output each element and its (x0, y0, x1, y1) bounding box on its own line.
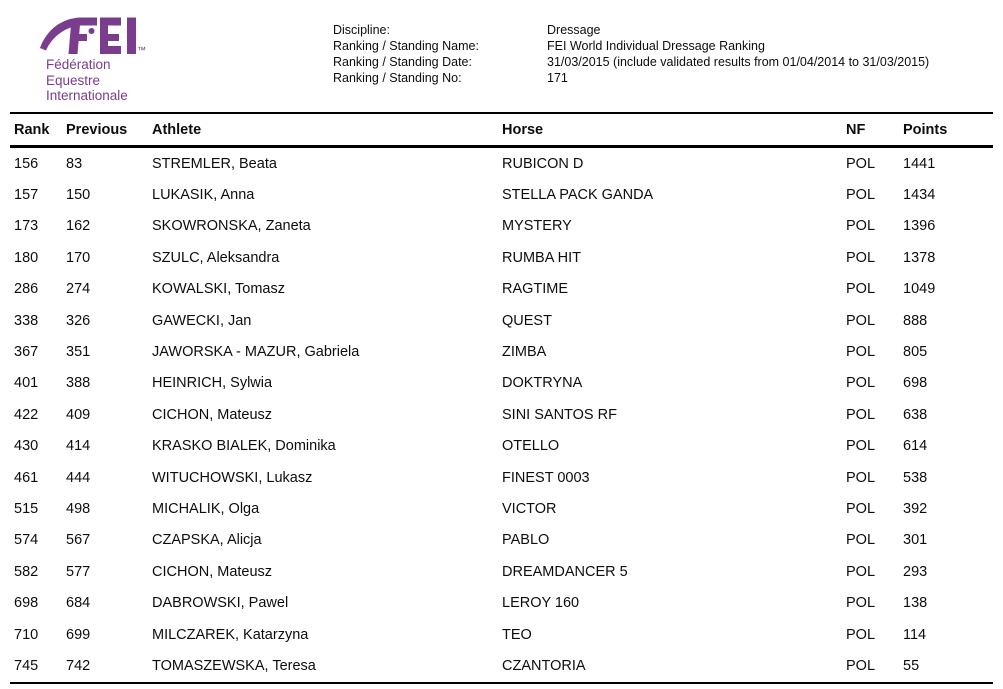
table-row (10, 556, 993, 587)
fei-subtitle-line: Internationale (46, 88, 128, 103)
athlete-cell: SKOWRONSKA, Zaneta (152, 218, 311, 235)
previous-cell: 414 (66, 438, 91, 455)
nf-cell: POL (846, 249, 876, 266)
rank-cell: 710 (14, 626, 39, 643)
info-value-ranking-date: 31/03/2015 (include validated results from 01/04/2014 to 31/03/2015) (547, 55, 930, 69)
rank-cell: 180 (14, 249, 39, 266)
points-cell: 614 (903, 438, 928, 455)
table-row (10, 211, 993, 242)
athlete-cell: DABROWSKI, Pawel (152, 595, 289, 612)
nf-cell: POL (846, 312, 876, 329)
athlete-cell: STREMLER, Beata (152, 155, 277, 172)
table-row (10, 242, 993, 273)
points-cell: 55 (903, 657, 920, 674)
athlete-cell: CZAPSKA, Alicja (152, 532, 262, 549)
fei-logo-block (40, 12, 230, 104)
horse-cell: LEROY 160 (502, 595, 580, 612)
horse-cell: PABLO (502, 532, 550, 549)
horse-cell: DREAMDANCER 5 (502, 563, 628, 580)
table-row (10, 587, 993, 618)
ranking-info (333, 22, 929, 86)
nf-cell: POL (846, 344, 876, 361)
fei-subtitle (46, 57, 230, 104)
previous-cell: 498 (66, 500, 91, 517)
info-label-discipline: Discipline: (333, 23, 390, 37)
table-row (10, 493, 993, 524)
horse-cell: RUBICON D (502, 155, 584, 172)
table-row (10, 619, 993, 650)
column-header-athlete: Athlete (152, 121, 202, 138)
table-row (10, 148, 993, 179)
rank-cell: 367 (14, 344, 39, 361)
rank-cell: 422 (14, 406, 39, 423)
horse-cell: TEO (502, 626, 532, 643)
nf-cell: POL (846, 375, 876, 392)
horse-cell: VICTOR (502, 500, 557, 517)
previous-cell: 388 (66, 375, 91, 392)
points-cell: 638 (903, 406, 928, 423)
athlete-cell: MICHALIK, Olga (152, 500, 260, 517)
fei-subtitle-line: Equestre (46, 72, 101, 88)
horse-cell: QUEST (502, 312, 552, 329)
info-label-ranking-date: Ranking / Standing Date: (333, 55, 472, 69)
fei-subtitle-line: Fédération (46, 57, 111, 72)
athlete-cell: CICHON, Mateusz (152, 563, 273, 580)
athlete-cell: KOWALSKI, Tomasz (152, 281, 285, 298)
table-row (10, 305, 993, 336)
rank-cell: 173 (14, 218, 39, 235)
previous-cell: 326 (66, 312, 91, 329)
previous-cell: 170 (66, 249, 91, 266)
horse-cell: STELLA PACK GANDA (502, 187, 654, 204)
table-row (10, 274, 993, 305)
rank-cell: 574 (14, 532, 39, 549)
column-header-horse: Horse (502, 121, 544, 138)
info-value-ranking-name: FEI World Individual Dressage Ranking (547, 39, 765, 53)
fei-logo-icon (40, 12, 140, 56)
nf-cell: POL (846, 532, 876, 549)
document-header (0, 0, 1003, 112)
horse-cell: RUMBA HIT (502, 249, 581, 266)
rank-cell: 461 (14, 469, 39, 486)
nf-cell: POL (846, 563, 876, 580)
rank-cell: 338 (14, 312, 39, 329)
points-cell: 1434 (903, 187, 936, 204)
nf-cell: POL (846, 187, 876, 204)
rank-cell: 430 (14, 438, 39, 455)
fei-logo-art (40, 12, 146, 56)
info-label-ranking-no: Ranking / Standing No: (333, 71, 462, 85)
column-header-previous: Previous (66, 121, 128, 138)
horse-cell: DOKTRYNA (502, 375, 583, 392)
table-row (10, 399, 993, 430)
previous-cell: 742 (66, 657, 91, 674)
trademark-symbol: ™ (137, 45, 146, 55)
nf-cell: POL (846, 657, 876, 674)
table-row (10, 336, 993, 367)
rank-cell: 698 (14, 595, 39, 612)
ranking-table (10, 112, 993, 684)
info-value-discipline: Dressage (547, 23, 601, 37)
previous-cell: 444 (66, 469, 91, 486)
athlete-cell: GAWECKI, Jan (152, 312, 252, 329)
points-cell: 1396 (903, 218, 936, 235)
previous-cell: 409 (66, 406, 91, 423)
column-header-rank: Rank (14, 121, 50, 138)
nf-cell: POL (846, 218, 876, 235)
horse-cell: CZANTORIA (502, 657, 586, 674)
table-body (10, 148, 993, 684)
column-header-points: Points (903, 121, 948, 138)
rank-cell: 582 (14, 563, 39, 580)
rank-cell: 745 (14, 657, 39, 674)
athlete-cell: KRASKO BIALEK, Dominika (152, 438, 336, 455)
horse-cell: FINEST 0003 (502, 469, 590, 486)
horse-cell: ZIMBA (502, 344, 547, 361)
points-cell: 698 (903, 375, 928, 392)
rank-cell: 401 (14, 375, 39, 392)
points-cell: 114 (903, 626, 927, 643)
points-cell: 888 (903, 312, 928, 329)
horse-cell: MYSTERY (502, 218, 572, 235)
horse-cell: RAGTIME (502, 281, 569, 298)
previous-cell: 699 (66, 626, 91, 643)
points-cell: 1049 (903, 281, 936, 298)
column-header-nf: NF (846, 121, 866, 138)
points-cell: 301 (903, 532, 928, 549)
athlete-cell: SZULC, Aleksandra (152, 249, 280, 266)
points-cell: 1441 (903, 155, 936, 172)
previous-cell: 351 (66, 344, 91, 361)
nf-cell: POL (846, 281, 876, 298)
previous-cell: 577 (66, 563, 91, 580)
info-label-ranking-name: Ranking / Standing Name: (333, 39, 479, 53)
table-row (10, 179, 993, 210)
athlete-cell: TOMASZEWSKA, Teresa (152, 657, 316, 674)
points-cell: 538 (903, 469, 928, 486)
table-header-row (10, 112, 993, 148)
nf-cell: POL (846, 469, 876, 486)
horse-cell: SINI SANTOS RF (502, 406, 617, 423)
rank-cell: 156 (14, 155, 39, 172)
points-cell: 805 (903, 344, 928, 361)
previous-cell: 83 (66, 155, 83, 172)
previous-cell: 274 (66, 281, 91, 298)
previous-cell: 684 (66, 595, 91, 612)
horse-cell: OTELLO (502, 438, 560, 455)
nf-cell: POL (846, 500, 876, 517)
nf-cell: POL (846, 595, 876, 612)
athlete-cell: JAWORSKA - MAZUR, Gabriela (152, 344, 360, 361)
nf-cell: POL (846, 438, 876, 455)
nf-cell: POL (846, 406, 876, 423)
points-cell: 293 (903, 563, 928, 580)
rank-cell: 515 (14, 500, 39, 517)
rank-cell: 286 (14, 281, 39, 298)
points-cell: 138 (903, 595, 928, 612)
table-row (10, 431, 993, 462)
athlete-cell: HEINRICH, Sylwia (152, 375, 273, 392)
previous-cell: 567 (66, 532, 91, 549)
table-row (10, 650, 993, 681)
info-value-ranking-no: 171 (547, 71, 568, 85)
nf-cell: POL (846, 626, 876, 643)
nf-cell: POL (846, 155, 876, 172)
table-row (10, 462, 993, 493)
points-cell: 1378 (903, 249, 936, 266)
previous-cell: 150 (66, 187, 91, 204)
athlete-cell: LUKASIK, Anna (152, 187, 255, 204)
athlete-cell: CICHON, Mateusz (152, 406, 273, 423)
previous-cell: 162 (66, 218, 91, 235)
rank-cell: 157 (14, 187, 39, 204)
points-cell: 392 (903, 500, 928, 517)
table-row (10, 368, 993, 399)
athlete-cell: WITUCHOWSKI, Lukasz (152, 469, 313, 486)
athlete-cell: MILCZAREK, Katarzyna (152, 626, 309, 643)
table-row (10, 525, 993, 556)
